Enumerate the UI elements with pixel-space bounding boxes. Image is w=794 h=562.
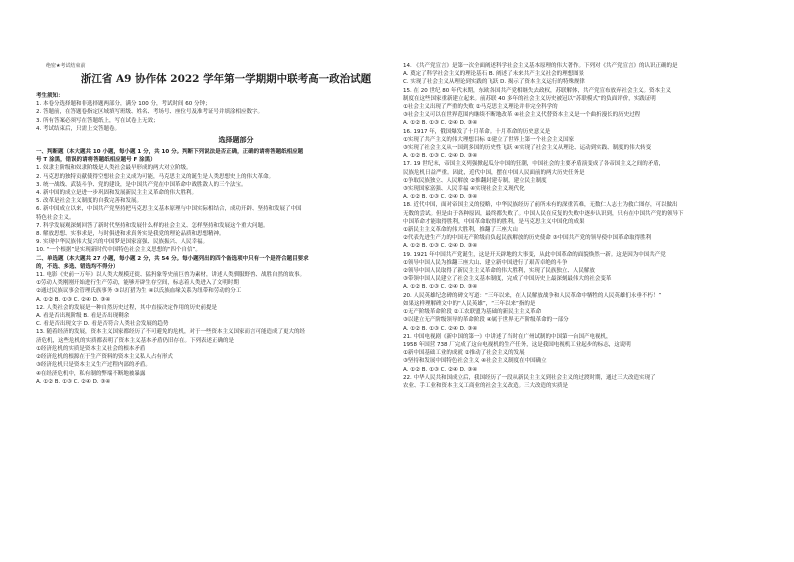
question-line: 14. 《共产党宣言》是第一次全面阐述科学社会主义基本原理的伟大著作。下列对《共产党宣言》的认识正确的是 [403,63,678,69]
question-line: A. ①② B. ①③ C. ②④ D. ③④ [403,366,478,373]
left-question-list [36,148,396,386]
question-line: 1958 年国营 738 厂完成了这台电视机的生产任务，这是我国电视机工业起步的标志，这说明 [403,341,631,348]
question-line: ④在经济危机中，私有制的弊端不断地被暴露 [36,370,146,377]
question-line: 13. 随着经济的发展，资本主义国家都经历了不可避免的危机，对于一些资本主义国家而言可能造成了更大的经 [36,329,305,336]
question-line: ③带领中国人民建立了社会主义基本制度，完成了中国历史上最深刻最伟大的社会变革 [403,276,612,283]
secret-mark: 绝密★考试结束前 [46,63,86,69]
question-line: 制度在这些国家重新建立起来。前苏联 40 多年的社会主义历史被冠以“苏联模式”的负面评价，实践证明 [403,95,656,102]
question-line: ①新中国基础工业的成就 ②推动了社会主义的发展 [403,350,525,357]
question-line: 号 T 涂黑，错误的请将答题纸相应题号 F 涂黑） [36,157,156,164]
question-line: ③社会主义可以在世界范围内继续不断地改革 ④社会主义代替资本主义是一个曲折漫长的历史过程 [403,112,641,119]
question-line: 8. 解放思想、实事求是，与时俱进和求真务实是我党的理论品质和思想精神。 [36,231,225,238]
notice-item: 4. 考试结束后，只需上交答题卷。 [36,125,120,132]
notice-heading: 考生须知： [36,93,64,99]
question-line: ①新民主主义革命的伟大胜利，推翻了三座大山 [403,227,518,234]
question-line: A. ①② B. ①③ C. ②④ D. ③④ [403,194,478,201]
question-line: 济危机，这些危机的实质都表明了资本主义基本矛盾仍旧存在。下列表述正确的是 [36,337,235,344]
question-line: 2. 马克思的独特贡献使得空想社会主义成为可能，马克思主义的诞生是人类思想史上的伟大革命。 [36,173,274,180]
question-line: C. 看是否出现文字 D. 看是否符合人类社会发展的趋势 [36,321,169,328]
question-line: 一、判断题（本大题共 10 小题，每小题 1 分，共 10 分。判断下列说法是否正确，正确的请将答题纸相应题 [36,149,304,156]
question-line: ③实现国家富强、人民幸福 ④实现社会主义现代化 [403,186,525,193]
question-line: 7. 科学发展观深刻回答了新时代坚持和发展什么样的社会主义、怎样坚持和发展这个重大问题。 [36,222,269,229]
question-line: 9. 实现中华民族伟大复兴的中国梦是国家富强、民族振兴、人民幸福。 [36,239,208,246]
notice-list [36,100,396,133]
question-line: 无数的尝试。但是由于各种原因，最终都失败了。中国人民在反复的失败中逐步认识到，只有在中国共产党的领导下 [403,210,684,217]
notice-item: 2. 答题前，在答题卷指定区域填写班级、姓名、考场号、座位号及准考证号并填涂相应数字。 [36,109,263,116]
question-line: 3. 统一战线、武装斗争、党的建设，是中国共产党在中国革命中战胜敌人的三个法宝。 [36,181,247,188]
question-line: 民族危机日益严重。因此，近代中国，摆在中国人民面前的两大历史任务是 [403,169,585,176]
question-line: A. ①② B. ①③ C. ②④ D. ③④ [403,325,478,332]
right-column [403,62,769,390]
question-line: A. 看是否出现阶级 B. 看是否出现剩余 [36,313,130,320]
question-line: C. 实现了社会主义从理论到实践的飞跃 D. 揭示了资本主义运行的特殊规律 [403,79,585,86]
question-line: A. ①② B. ①③ C. ②④ D. ③④ [403,284,478,291]
question-line: ①实现了共产主义的伟大理想目标 ②建立了世界上第一个社会主义国家 [403,136,575,143]
question-line: ②领导中国人民取得了新民主主义革命的伟大胜利，实现了民族独立、人民解放 [403,268,595,275]
question-line: A. ①② B. ①③ C. ②④ D. ③④ [36,296,111,303]
question-line: ②通过民族议事会管理氏族事务 ③以打猎为生 ④以氏族血缘关系为纽带和劳动的分工 [36,288,242,295]
question-line: ①争取民族独立、人民解放 ②推翻封建专制，建立民主制度 [403,177,547,184]
right-question-list [403,62,769,390]
question-line: A. ①② B. ①③ C. ②④ D. ③④ [403,243,478,250]
question-line: A. 奠定了科学社会主义的理论基石 B. 阐述了未来共产主义社会的理想图景 [403,71,585,78]
question-line: 的，不选、多选、错选均不得分） [36,263,119,270]
question-line: A. ①② B. ①③ C. ②④ D. ③④ [403,120,478,127]
question-line: ①劳动人类刚刚开始进行生产劳动，能够开辟生存空间，标志着人类进入了文明时期 [36,280,239,287]
question-line: 21. 中国电视剧《新中国的第一》中讲述了当时在广州试制的中国第一台国产电视机， [403,333,612,340]
question-line: ②经济危机的根源在于生产资料的资本主义私人占有形式 [36,354,173,361]
question-line: 特色社会主义。 [36,214,75,221]
question-line: 20. 人民英雄纪念碑的碑文写道：“三年以来，在人民解放战争和人民革命中牺牲的人民英雄们永垂不朽！” [403,292,662,299]
question-line: 12. 人类社会的发展是一种自然历史过程，其中直接决定作用的历史前提是 [36,304,217,311]
question-line: ③坚持和发展中国特色社会主义 ④社会主义制度在中国确立 [403,358,547,365]
question-line: ③以建立无产阶级领导的革命阶段 ④属于世界无产阶级革命的一部分 [403,317,569,324]
question-line: 5. 改革是社会主义制度的自我完善和发展。 [36,198,142,205]
question-line: 15. 在 20 世纪 80 年代末期，东欧各国共产党相继失去政权，苏联解体，共产党宣布放弃社会主义。资本主义 [403,87,671,94]
question-line: ①领导中国人民为推翻三座大山、建立新中国进行了艰苦卓绝的斗争 [403,259,568,266]
question-line: 17. 19 世纪末，帝国主义列强掀起瓜分中国的狂潮，中国社会的主要矛盾演变成了各帝国主义之间的矛盾， [403,161,665,168]
left-column [36,62,396,386]
question-line: 18. 近代中国，面对帝国主义的侵略，中华民族经历了前所未有的深重苦难，无数仁人志士为救亡图存，可以做出 [403,202,678,209]
question-line: ②代表先进生产力的中国无产阶级肩负起民族解放的历史使命 ③中国共产党的领导使中国革命取得胜利 [403,235,652,242]
question-line: ①社会主义出现了严重的失败 ②马克思主义理论并非完全科学的 [403,104,558,111]
question-line: 22. 中华人民共和国成立后，我国经历了一段从新民主主义到社会主义的过渡时期，通过三大改造实现了 [403,374,656,381]
question-line: 二、单选题（本大题共 27 小题，每小题 2 分，共 54 分。每小题列出的四个备选项中只有一个是符合题目要求 [36,255,309,262]
question-line: ③经济危机只是资本主义生产过程内部的矛盾。 [36,362,151,369]
question-line: 农业、手工业和资本主义工商业的社会主义改造。三大改造的实质是 [403,382,569,389]
question-line: A. ①② B. ①③ C. ②④ D. ③④ [403,153,478,160]
question-line: 16. 1917 年，俄国爆发了十月革命。十月革命的历史意义是 [403,128,551,135]
question-line: 1. 奴隶主阶级和奴隶阶级是人类社会最早形成的两大对立阶级。 [36,165,192,172]
section-title: 选择题部分 [218,136,254,145]
notice-item: 3. 所有答案必须写在答题纸上，写在试卷上无效； [36,117,159,124]
question-line: ③实现了社会主义从一国到多国的历史性飞跃 ④实现了社会主义从理论、运动到实践、制度的伟大转变 [403,145,652,152]
question-line: 4. 新中国的成立是进一步巩固和发展新民主主义革命的伟大胜利。 [36,190,197,197]
question-line: ①经济危机的实质是资本主义社会的根本矛盾 [36,345,146,352]
question-line: A. ①② B. ①③ C. ②④ D. ③④ [36,378,111,385]
notice-item: 1. 本卷分选择题和非选择题两部分，满分 100 分，考试时间 60 分钟； [36,101,211,108]
question-line: ①无产阶级革命阶段 ②工农联盟为基础的新民主主义革命 [403,309,542,316]
question-line: 6. 新中国成立以来，中国共产党坚持把马克思主义基本原理与中国实际相结合，成功开辟、坚持和发展了中国 [36,206,302,213]
exam-title: 浙江省 A9 协作体 2022 学年第一学期期中联考高一政治试题 [80,73,372,85]
question-line: 如果这样理解碑文中的“人民英雄”，“三年以来”指的是 [403,300,536,307]
question-line: 中国革命才能取得胜利，中国革命取得的胜利，是马克思主义中国化的成果 [403,218,585,225]
question-line: 11. 电影《史前一万年》以人类大规模迁徙、猛犸象等史前巨兽为素材，讲述人类驯服野兽、战胜自然的故事。 [36,272,305,279]
question-line: 10. “一个根据”是实现新时代中国特色社会主义思想的“四个自信”。 [36,247,201,254]
question-line: 19. 1921 年中国共产党诞生，这是开天辟地的大事变，从此中国革命的面貌焕然一新。这是因为中国共产党 [403,251,666,258]
